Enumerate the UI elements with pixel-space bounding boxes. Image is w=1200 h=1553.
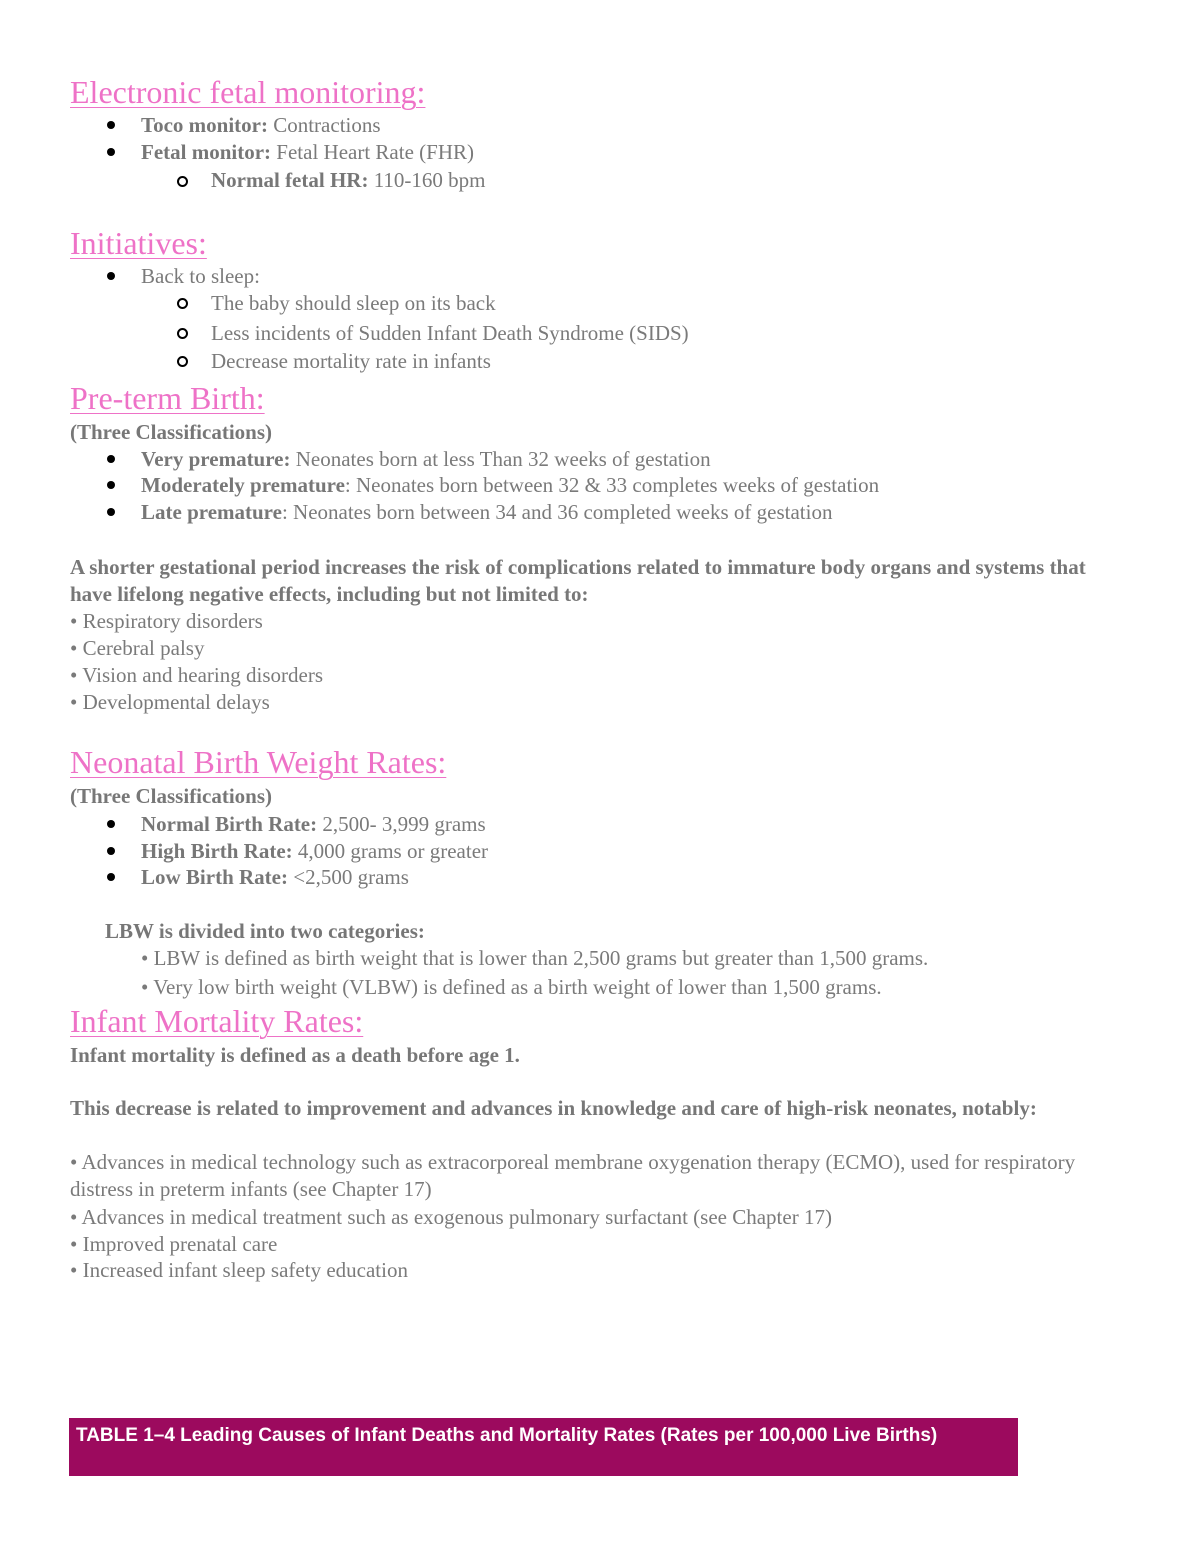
bullet-icon [107,481,115,489]
birth-weight-heading: Neonatal Birth Weight Rates: [70,744,447,780]
lbw-item: • LBW is defined as birth weight that is lower than 2,500 grams but greater than 1,500 grams. [141,946,929,970]
term-desc: : Neonates born between 32 & 33 completes weeks of gestation [344,473,880,497]
initiative-sub-item: The baby should sleep on its back [211,291,496,315]
reason-item: • Advances in medical technology such as extracorporeal membrane oxygenation therapy (ECMO), used for respiratory distress in preterm infants (see Chapter 17) [70,1150,1076,1201]
mortality-definition: Infant mortality is defined as a death before age 1. [70,1043,520,1067]
efm-heading: Electronic fetal monitoring: [70,74,426,110]
risk-item: • Developmental delays [70,690,270,714]
risk-item: • Cerebral palsy [70,636,205,660]
bullet-icon [107,455,115,463]
term-desc: Neonates born at less Than 32 weeks of gestation [290,447,711,471]
term-label: Moderately premature [141,473,345,497]
risk-item: • Respiratory disorders [70,609,263,633]
preterm-risk-intro: A shorter gestational period increases the risk of complications related to immature body organs and systems that have lifelong negative effects, including but not limited to: [70,555,1086,606]
initiative-item: Back to sleep: [141,264,260,288]
preterm-item-late [141,499,832,525]
initiatives-heading: Initiatives: [70,225,207,261]
bullet-icon [107,820,115,828]
initiative-sub-item: Decrease mortality rate in infants [211,349,491,373]
term-desc: : Neonates born between 34 and 36 completed weeks of gestation [281,500,833,524]
birth-weight-item-low [141,864,409,890]
hollow-bullet-icon [177,298,188,309]
preterm-classifications: (Three Classifications) [70,420,273,444]
bullet-icon [107,272,115,280]
term-label: Fetal monitor: [141,140,272,164]
initiative-sub-item: Less incidents of Sudden Infant Death Syndrome (SIDS) [211,321,689,345]
bullet-icon [107,508,115,516]
birth-weight-item-high [141,838,488,864]
lbw-title: LBW is divided into two categories: [105,919,425,943]
birth-weight-item-normal [141,811,486,837]
reason-item: • Increased infant sleep safety education [70,1258,408,1282]
bullet-icon [107,847,115,855]
hollow-bullet-icon [177,176,188,187]
efm-item-fetal [141,139,474,165]
preterm-item-moderate [141,472,879,498]
mortality-decrease-intro: This decrease is related to improvement and advances in knowledge and care of high-risk neonates, notably: [70,1096,1037,1120]
birth-weight-classifications: (Three Classifications) [70,784,273,808]
term-desc: 110-160 bpm [368,168,486,192]
preterm-item-very [141,446,711,472]
term-label: High Birth Rate: [141,839,293,863]
preterm-heading: Pre-term Birth: [70,380,265,416]
mortality-heading: Infant Mortality Rates: [70,1003,364,1039]
term-desc: Fetal Heart Rate (FHR) [271,140,474,164]
term-desc: <2,500 grams [287,865,409,889]
efm-item-toco [141,112,381,138]
table-title: TABLE 1–4 Leading Causes of Infant Deaths and Mortality Rates (Rates per 100,000 Live Births) [69,1418,1018,1476]
term-label: Very premature: [141,447,291,471]
bullet-icon [107,148,115,156]
lbw-item: • Very low birth weight (VLBW) is defined as a birth weight of lower than 1,500 grams. [141,975,882,999]
term-label: Normal Birth Rate: [141,812,318,836]
term-desc: Contractions [267,113,381,137]
risk-item: • Vision and hearing disorders [70,663,323,687]
efm-sub-normal-hr [211,167,486,193]
term-desc: 4,000 grams or greater [292,839,489,863]
term-desc: 2,500- 3,999 grams [317,812,486,836]
term-label: Low Birth Rate: [141,865,288,889]
bullet-icon [107,121,115,129]
term-label: Normal fetal HR: [211,168,369,192]
reason-item: • Advances in medical treatment such as exogenous pulmonary surfactant (see Chapter 17) [70,1205,832,1229]
term-label: Late premature [141,500,282,524]
term-label: Toco monitor: [141,113,268,137]
bullet-icon [107,873,115,881]
reason-item: • Improved prenatal care [70,1232,278,1256]
hollow-bullet-icon [177,328,188,339]
hollow-bullet-icon [177,356,188,367]
